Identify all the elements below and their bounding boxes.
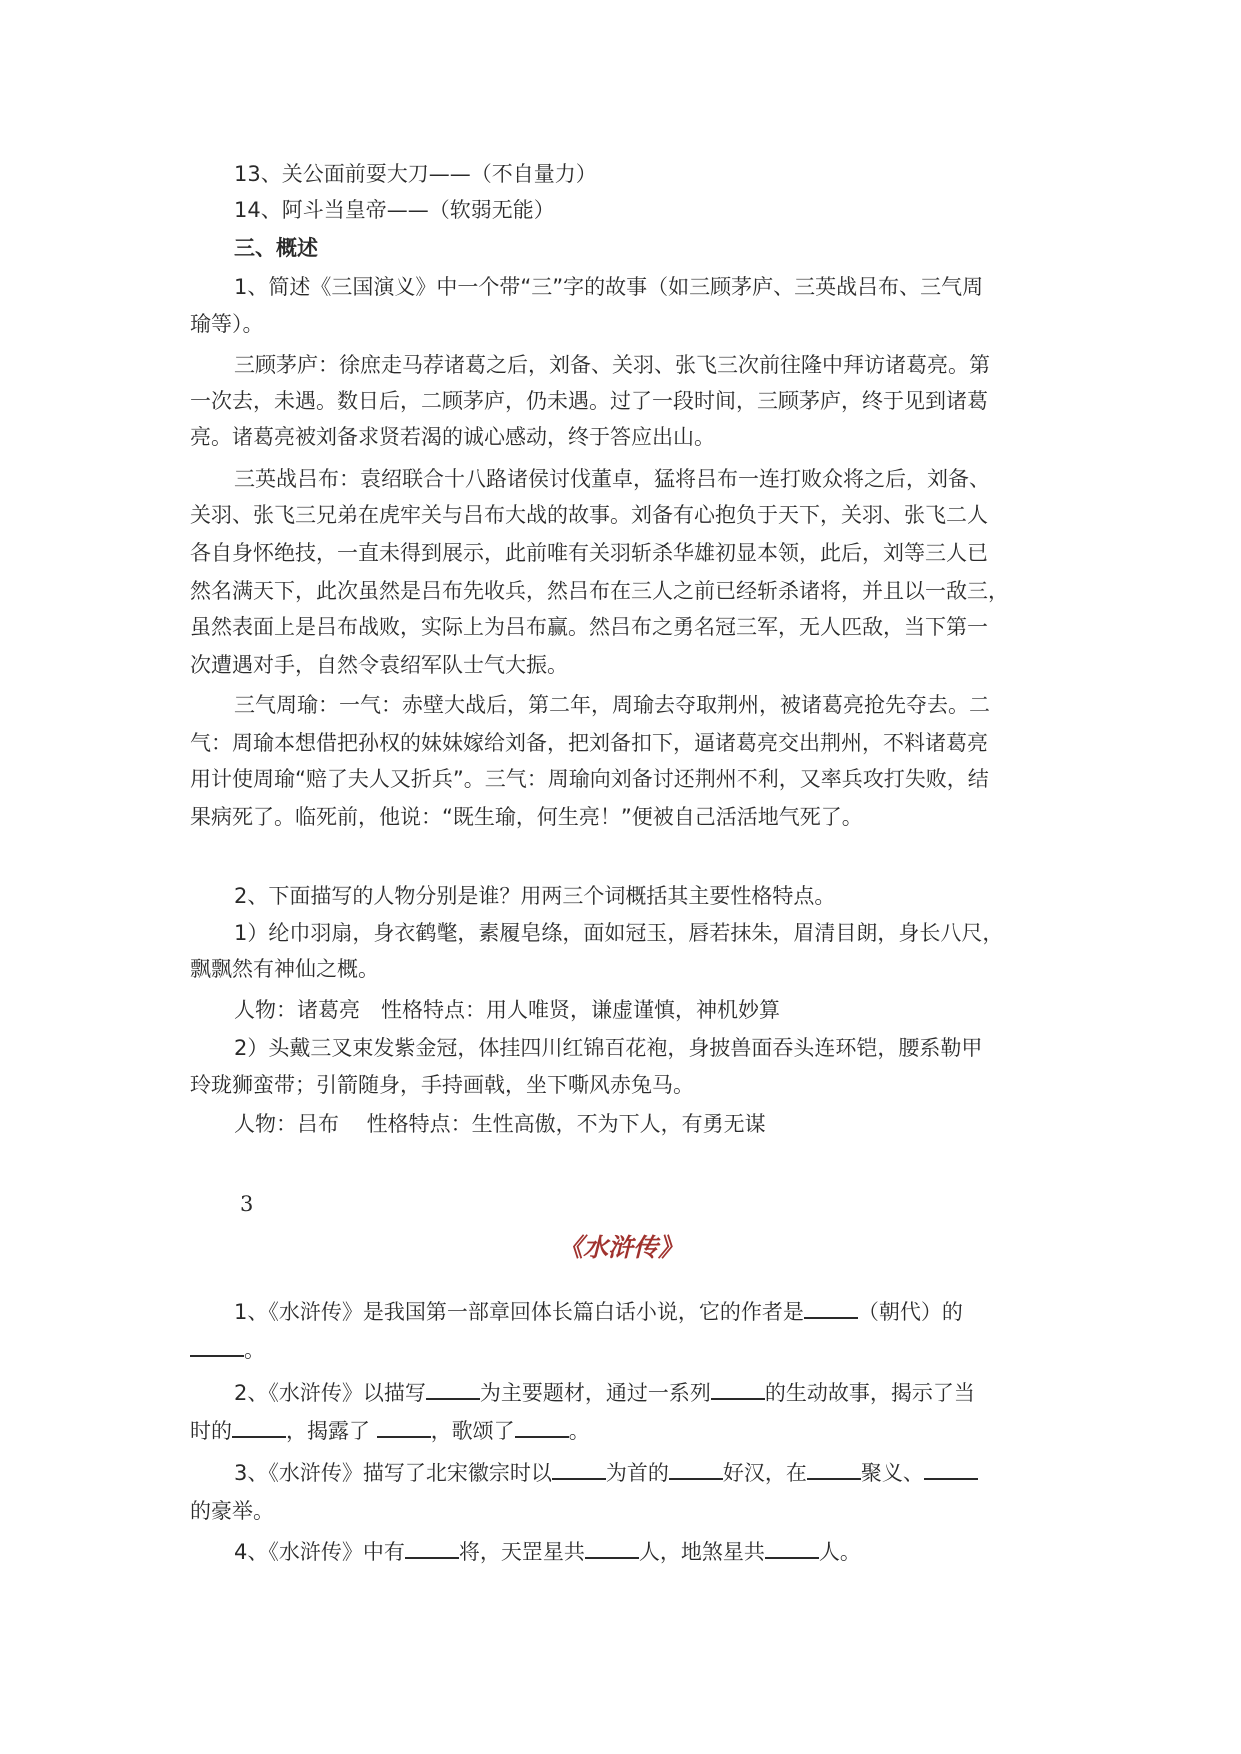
fill-text: 人，地煞星共 [638, 1540, 765, 1564]
section-heading-overview: 三、概述 [234, 236, 318, 260]
fill-text: 1、《水浒传》是我国第一部章回体长篇白话小说，它的作者是 [234, 1300, 804, 1324]
fill-blank[interactable] [765, 1539, 819, 1559]
answer-sanqi-line-1: 三气周瑜：一气：赤壁大战后，第二年，周瑜去夺取荆州，被诸葛亮抢先夺去。二 [234, 693, 990, 717]
fill-question-4 [234, 1538, 861, 1566]
answer-person-2: 人物：吕布 性格特点：生性高傲，不为下人，有勇无谋 [234, 1112, 766, 1136]
answer-person-1: 人物：诸葛亮 性格特点：用人唯贤，谦虚谨慎，神机妙算 [234, 998, 780, 1022]
fill-question-2-line-1 [234, 1379, 975, 1407]
fill-text: 3、《水浒传》描写了北宋徽宗时以 [234, 1461, 552, 1485]
answer-sangu-line-2: 一次去，未遇。数日后，二顾茅庐，仍未遇。过了一段时间，三顾茅庐，终于见到诸葛 [190, 389, 988, 413]
fill-blank[interactable] [190, 1337, 244, 1357]
fill-text: 好汉，在 [722, 1461, 807, 1485]
fill-text: 4、《水浒传》中有 [234, 1540, 405, 1564]
fill-question-2-line-2 [190, 1417, 590, 1445]
answer-sangu-line-1: 三顾茅庐：徐庶走马荐诸葛之后，刘备、关羽、张飞三次前往隆中拜访诸葛亮。第 [234, 353, 990, 377]
fill-blank[interactable] [377, 1418, 431, 1438]
answer-sangu-line-3: 亮。诸葛亮被刘备求贤若渴的诚心感动，终于答应出山。 [190, 425, 715, 449]
answer-sanying-line-3: 各自身怀绝技，一直未得到展示，此前唯有关羽斩杀华雄初显本领，此后，刘等三人已 [190, 541, 988, 565]
answer-sanying-line-1: 三英战吕布：袁绍联合十八路诸侯讨伐董卓，猛将吕布一连打败众将之后，刘备、 [234, 467, 990, 491]
fill-blank[interactable] [807, 1460, 861, 1480]
fill-text: ，揭露了 [286, 1419, 377, 1443]
fill-text: 聚义、 [860, 1461, 924, 1485]
fill-question-1-line-2 [190, 1336, 265, 1364]
fill-text: 2、《水浒传》以描写 [234, 1381, 426, 1405]
answer-sanying-line-2: 关羽、张飞三兄弟在虎牢关与吕布大战的故事。刘备有心抱负于天下，关羽、张飞二人 [190, 503, 988, 527]
fill-blank[interactable] [515, 1418, 569, 1438]
fill-text: ，歌颂了 [430, 1419, 515, 1443]
answer-sanying-line-4: 然名满天下，此次虽然是吕布先收兵，然吕布在三人之前已经斩杀诸将，并且以一敌三， [190, 579, 1009, 603]
fill-text: 的生动故事，揭示了当 [764, 1381, 975, 1405]
answer-sanqi-line-3: 用计使周瑜“赔了夫人又折兵”。三气：周瑜向刘备讨还荆州不利，又率兵攻打失败，结 [190, 767, 989, 791]
idiom-14: 14、阿斗当皇帝——（软弱无能） [234, 198, 555, 222]
question-1-line-2: 瑜等）。 [190, 312, 264, 336]
fill-blank[interactable] [405, 1539, 459, 1559]
fill-question-1-line-1 [234, 1298, 963, 1326]
fill-question-3-line-2: 的豪举。 [190, 1499, 274, 1523]
question-2: 2、下面描写的人物分别是谁？用两三个词概括其主要性格特点。 [234, 884, 836, 908]
description-2-line-2: 玲珑狮蛮带；引箭随身，手持画戟，坐下嘶风赤兔马。 [190, 1073, 694, 1097]
fill-blank[interactable] [232, 1418, 286, 1438]
answer-sanqi-line-2: 气：周瑜本想借把孙权的妹妹嫁给刘备，把刘备扣下，逼诸葛亮交出荆州，不料诸葛亮 [190, 731, 988, 755]
fill-blank[interactable] [585, 1539, 639, 1559]
answer-sanying-line-6: 次遭遇对手，自然令袁绍军队士气大振。 [190, 653, 568, 677]
question-1-line-1: 1、简述《三国演义》中一个带“三”字的故事（如三顾茅庐、三英战吕布、三气周 [234, 275, 984, 299]
page-number: 3 [240, 1192, 254, 1216]
answer-sanqi-line-4: 果病死了。临死前，他说：“既生瑜，何生亮！”便被自己活活地气死了。 [190, 805, 863, 829]
description-2-line-1: 2）头戴三叉束发紫金冠，体挂四川红锦百花袍，身披兽面吞头连环铠，腰系勒甲 [234, 1036, 983, 1060]
section-title-shuihu: 《水浒传》 [557, 1233, 683, 1262]
fill-blank[interactable] [552, 1460, 606, 1480]
description-1-line-1: 1）纶巾羽扇，身衣鹤氅，素履皂绦，面如冠玉，唇若抹朱，眉清目朗，身长八尺， [234, 921, 1004, 945]
fill-text: 将，天罡星共 [458, 1540, 585, 1564]
fill-text: 为首的 [605, 1461, 669, 1485]
fill-blank[interactable] [669, 1460, 723, 1480]
fill-text: 。 [244, 1338, 265, 1362]
fill-text: 时的 [190, 1419, 232, 1443]
fill-question-3-line-1 [234, 1459, 978, 1487]
fill-text: 为主要题材，通过一系列 [479, 1381, 711, 1405]
idiom-13: 13、关公面前耍大刀——（不自量力） [234, 162, 597, 186]
fill-blank[interactable] [426, 1380, 480, 1400]
fill-text: （朝代）的 [857, 1300, 963, 1324]
fill-text: 人。 [818, 1540, 861, 1564]
fill-blank[interactable] [924, 1460, 978, 1480]
fill-blank[interactable] [711, 1380, 765, 1400]
fill-blank[interactable] [804, 1299, 858, 1319]
description-1-line-2: 飘飘然有神仙之概。 [190, 957, 379, 981]
fill-text: 。 [568, 1419, 590, 1443]
answer-sanying-line-5: 虽然表面上是吕布战败，实际上为吕布赢。然吕布之勇名冠三军，无人匹敌，当下第一 [190, 615, 988, 639]
